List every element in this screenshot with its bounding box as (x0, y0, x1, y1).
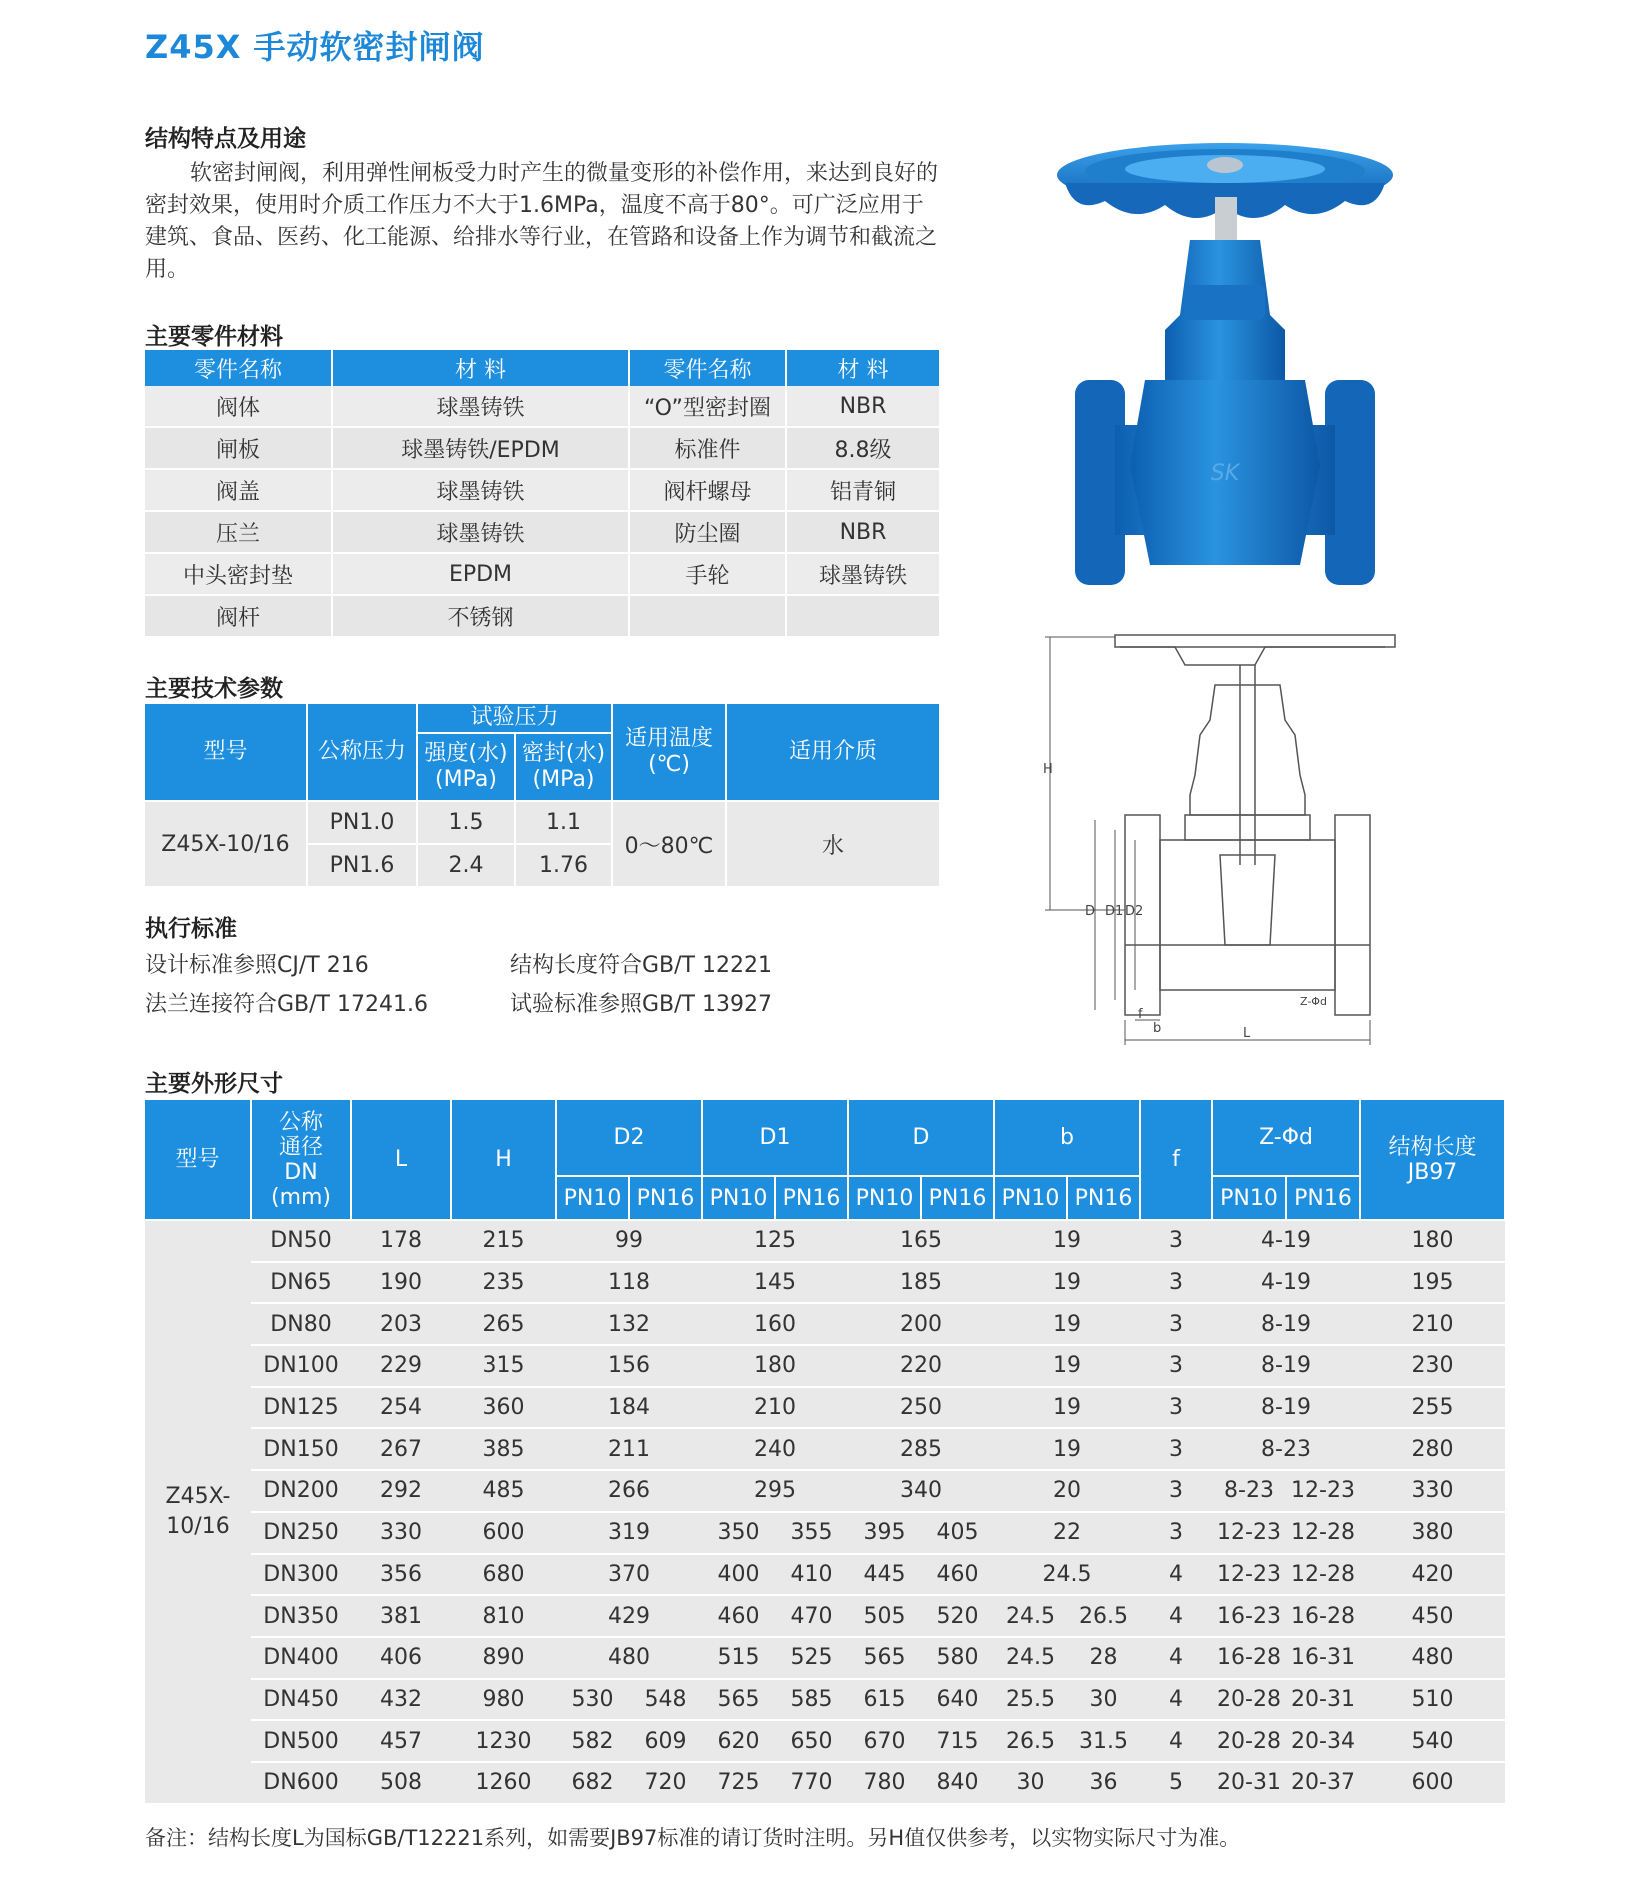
valve-logo-mark: SK (1210, 461, 1240, 486)
dims-cell: 178 (351, 1220, 451, 1262)
dims-cell: 470 (775, 1595, 848, 1637)
dims-cell: 36 (1067, 1762, 1140, 1804)
materials-cell (786, 595, 940, 637)
tech-header-seal-line2: (MPa) (532, 767, 595, 792)
dims-cell: DN150 (251, 1428, 351, 1470)
dims-cell: 380 (1360, 1512, 1505, 1554)
dims-model-line1: Z45X- (165, 1483, 231, 1509)
tech-heading: 主要技术参数 (145, 676, 283, 702)
dims-cell: DN500 (251, 1720, 351, 1762)
dims-cell: 370 (556, 1554, 702, 1596)
materials-cell: 标准件 (629, 427, 786, 469)
dims-row (145, 1679, 1505, 1721)
dims-cell: 350 (702, 1512, 775, 1554)
dims-cell: 356 (351, 1554, 451, 1596)
dims-cell: 19 (994, 1262, 1140, 1304)
materials-cell: EPDM (332, 553, 629, 595)
dims-cell: 180 (702, 1345, 848, 1387)
dims-cell: 432 (351, 1679, 451, 1721)
dims-cell: 16-31 (1286, 1637, 1360, 1679)
tech-header-temp-line1: 适用温度 (625, 726, 714, 751)
dims-header-D1: D1 (702, 1100, 848, 1176)
tech-header-seal-line1: 密封(水) (521, 741, 606, 766)
dims-cell: 360 (451, 1387, 556, 1429)
dims-cell: 715 (921, 1720, 994, 1762)
dims-header-b: b (994, 1100, 1140, 1176)
dims-header-pn10: PN10 (702, 1176, 775, 1220)
dims-cell: 267 (351, 1428, 451, 1470)
dims-cell: 254 (351, 1387, 451, 1429)
features-text: 软密封闸阀，利用弹性闸板受力时产生的微量变形的补偿作用，来达到良好的密封效果，使用时介质工作压力不大于1.6MPa，温度不高于80°。可广泛应用于建筑、食品、医药、化工能源、给排水等行业，在管路和设备上作为调节和截流之用。 (145, 161, 939, 282)
dims-cell: 195 (1360, 1262, 1505, 1304)
dims-header-pn10: PN10 (1212, 1176, 1286, 1220)
materials-cell: 手轮 (629, 553, 786, 595)
tech-seal: 1.76 (515, 844, 612, 887)
dims-cell: DN450 (251, 1679, 351, 1721)
dims-cell: 180 (1360, 1220, 1505, 1262)
dims-cell: 12-28 (1286, 1512, 1360, 1554)
tech-header-seal (515, 733, 612, 801)
dims-cell: 16-23 (1212, 1595, 1286, 1637)
dims-cell: 210 (1360, 1303, 1505, 1345)
dims-header-dn (251, 1100, 351, 1220)
dims-cell: 405 (921, 1512, 994, 1554)
dims-header-L: L (351, 1100, 451, 1220)
dims-cell: 25.5 (994, 1679, 1067, 1721)
dims-cell: 3 (1140, 1387, 1212, 1429)
dims-cell: DN125 (251, 1387, 351, 1429)
dims-cell: 255 (1360, 1387, 1505, 1429)
dims-row (145, 1345, 1505, 1387)
drawing-label-H: H (1043, 762, 1053, 777)
dims-cell: 132 (556, 1303, 702, 1345)
dims-cell: 4 (1140, 1554, 1212, 1596)
dims-cell: 30 (1067, 1679, 1140, 1721)
dims-cell: 235 (451, 1262, 556, 1304)
dims-cell: 16-28 (1212, 1637, 1286, 1679)
dims-cell: 548 (629, 1679, 702, 1721)
dims-cell: 30 (994, 1762, 1067, 1804)
materials-header-part: 零件名称 (145, 350, 332, 386)
dims-cell: 160 (702, 1303, 848, 1345)
dims-cell: 680 (451, 1554, 556, 1596)
dims-cell: 280 (1360, 1428, 1505, 1470)
dims-row (145, 1512, 1505, 1554)
dims-cell: 210 (702, 1387, 848, 1429)
materials-table (145, 350, 941, 638)
dims-cell: 1260 (451, 1762, 556, 1804)
materials-cell: NBR (786, 386, 940, 427)
tech-header-strength (417, 733, 515, 801)
dims-cell: 230 (1360, 1345, 1505, 1387)
drawing-label-D1: D1 (1105, 904, 1124, 919)
dims-header-jb97-line2: JB97 (1407, 1159, 1458, 1185)
dims-cell: 24.5 (994, 1637, 1067, 1679)
dims-cell: 3 (1140, 1303, 1212, 1345)
dims-cell: 20-28 (1212, 1679, 1286, 1721)
dims-header-H: H (451, 1100, 556, 1220)
tech-strength: 1.5 (417, 801, 515, 844)
tech-header-temp-line2: (℃) (648, 752, 690, 777)
dims-cell: 19 (994, 1428, 1140, 1470)
dims-cell: 292 (351, 1470, 451, 1512)
footnote: 备注：结构长度L为国标GB/T12221系列，如需要JB97标准的请订货时注明。另H值仅供参考，以实物实际尺寸为准。 (145, 1826, 1241, 1850)
materials-cell: 球墨铸铁 (332, 469, 629, 511)
materials-cell: “O”型密封圈 (629, 386, 786, 427)
dims-header-pn16: PN16 (921, 1176, 994, 1220)
dims-header-pn10: PN10 (848, 1176, 921, 1220)
drawing-label-b: b (1153, 1021, 1162, 1036)
dims-cell: 156 (556, 1345, 702, 1387)
materials-heading: 主要零件材料 (145, 324, 283, 350)
dims-cell: DN80 (251, 1303, 351, 1345)
dims-cell: 445 (848, 1554, 921, 1596)
dims-cell: 520 (921, 1595, 994, 1637)
dims-cell: 12-23 (1212, 1554, 1286, 1596)
dims-cell: 890 (451, 1637, 556, 1679)
dims-cell: 240 (702, 1428, 848, 1470)
dims-cell: 330 (351, 1512, 451, 1554)
dims-cell: 450 (1360, 1595, 1505, 1637)
dims-cell: 3 (1140, 1220, 1212, 1262)
dims-cell: 515 (702, 1637, 775, 1679)
standard-item: 设计标准参照CJ/T 216 (145, 953, 369, 978)
tech-model: Z45X-10/16 (145, 801, 307, 887)
dims-row (145, 1554, 1505, 1596)
dims-cell: 340 (848, 1470, 994, 1512)
dims-cell: 185 (848, 1262, 994, 1304)
tech-header-medium: 适用介质 (726, 704, 940, 801)
dims-cell: 12-23 (1212, 1512, 1286, 1554)
materials-cell: 闸板 (145, 427, 332, 469)
dims-cell: 8-19 (1212, 1387, 1360, 1429)
dims-cell: 26.5 (1067, 1595, 1140, 1637)
standard-item: 结构长度符合GB/T 12221 (510, 953, 772, 978)
dims-header-pn10: PN10 (556, 1176, 629, 1220)
dims-cell: 508 (351, 1762, 451, 1804)
dims-cell: 582 (556, 1720, 629, 1762)
dims-row (145, 1720, 1505, 1762)
dims-cell: 682 (556, 1762, 629, 1804)
dims-cell: 381 (351, 1595, 451, 1637)
tech-header-strength-line2: (MPa) (435, 767, 497, 792)
dims-cell: 20 (994, 1470, 1140, 1512)
dims-header-jb97-line1: 结构长度 (1388, 1134, 1477, 1160)
dims-cell: 540 (1360, 1720, 1505, 1762)
dims-cell: 24.5 (994, 1554, 1140, 1596)
materials-cell: 压兰 (145, 511, 332, 553)
materials-cell: 球墨铸铁/EPDM (332, 427, 629, 469)
dims-cell: DN65 (251, 1262, 351, 1304)
dims-cell: 118 (556, 1262, 702, 1304)
dims-header-dn-line2: 通径 (278, 1134, 323, 1160)
materials-cell: 防尘圈 (629, 511, 786, 553)
materials-header-material-2: 材 料 (786, 350, 940, 386)
dims-cell: DN50 (251, 1220, 351, 1262)
materials-cell: 阀盖 (145, 469, 332, 511)
dims-cell: 4-19 (1212, 1220, 1360, 1262)
dims-cell: DN250 (251, 1512, 351, 1554)
tech-row (145, 801, 940, 844)
dims-header-f: f (1140, 1100, 1212, 1220)
dims-row (145, 1470, 1505, 1512)
standard-item: 法兰连接符合GB/T 17241.6 (145, 992, 428, 1017)
materials-row (145, 511, 940, 553)
dims-cell: 4 (1140, 1720, 1212, 1762)
dims-header-dn-line4: (mm) (270, 1184, 332, 1210)
tech-header-model: 型号 (145, 704, 307, 801)
dims-cell: 19 (994, 1387, 1140, 1429)
materials-cell: 中头密封垫 (145, 553, 332, 595)
dims-cell: 980 (451, 1679, 556, 1721)
dims-cell: 770 (775, 1762, 848, 1804)
dims-cell: 4 (1140, 1637, 1212, 1679)
dims-cell: 319 (556, 1512, 702, 1554)
dims-cell: 3 (1140, 1470, 1212, 1512)
materials-cell: 阀杆 (145, 595, 332, 637)
dims-cell: 19 (994, 1345, 1140, 1387)
dims-cell: 480 (1360, 1637, 1505, 1679)
dims-row (145, 1762, 1505, 1804)
dims-cell: 4 (1140, 1595, 1212, 1637)
dims-cell: 99 (556, 1220, 702, 1262)
dims-cell: 250 (848, 1387, 994, 1429)
drawing-label-D2: D2 (1125, 904, 1144, 919)
dims-cell: 565 (848, 1637, 921, 1679)
drawing-label-D: D (1085, 904, 1096, 919)
dims-cell: 215 (451, 1220, 556, 1262)
tech-temp: 0～80℃ (612, 801, 726, 887)
dims-cell: 24.5 (994, 1595, 1067, 1637)
tech-table (145, 704, 941, 888)
dims-cell: 20-34 (1286, 1720, 1360, 1762)
materials-header-material: 材 料 (332, 350, 629, 386)
dims-cell: 565 (702, 1679, 775, 1721)
dims-cell: 315 (451, 1345, 556, 1387)
dims-cell: 3 (1140, 1428, 1212, 1470)
materials-header-part-2: 零件名称 (629, 350, 786, 386)
tech-header-test: 试验压力 (417, 704, 612, 733)
dims-cell: 203 (351, 1303, 451, 1345)
tech-seal: 1.1 (515, 801, 612, 844)
dims-cell: 125 (702, 1220, 848, 1262)
valve-product-image (1045, 135, 1395, 600)
dims-cell: DN400 (251, 1637, 351, 1679)
dims-row (145, 1637, 1505, 1679)
materials-row (145, 386, 940, 427)
dims-cell: 410 (775, 1554, 848, 1596)
dims-cell: 355 (775, 1512, 848, 1554)
materials-cell: 球墨铸铁 (332, 511, 629, 553)
dims-cell: 4-19 (1212, 1262, 1360, 1304)
dims-model (145, 1220, 251, 1804)
dims-cell: 8-23 (1212, 1428, 1360, 1470)
dims-cell: 525 (775, 1637, 848, 1679)
materials-cell: 阀杆螺母 (629, 469, 786, 511)
dims-cell: DN100 (251, 1345, 351, 1387)
dims-header-pn16: PN16 (629, 1176, 702, 1220)
dims-cell: 810 (451, 1595, 556, 1637)
dims-cell: 780 (848, 1762, 921, 1804)
dims-header-pn16: PN16 (1286, 1176, 1360, 1220)
valve-technical-drawing (1035, 625, 1405, 1055)
dims-table (145, 1100, 1506, 1805)
dims-cell: 460 (921, 1554, 994, 1596)
materials-row (145, 469, 940, 511)
dims-cell: 1230 (451, 1720, 556, 1762)
materials-row (145, 595, 940, 637)
dims-cell: 8-23 (1212, 1470, 1286, 1512)
materials-cell: 球墨铸铁 (332, 386, 629, 427)
tech-header-temp (612, 704, 726, 801)
dims-cell: 725 (702, 1762, 775, 1804)
dims-cell: 20-31 (1286, 1679, 1360, 1721)
dims-cell: 31.5 (1067, 1720, 1140, 1762)
dims-cell: 8-19 (1212, 1303, 1360, 1345)
dims-cell: 145 (702, 1262, 848, 1304)
dims-header-pn10: PN10 (994, 1176, 1067, 1220)
dims-cell: 485 (451, 1470, 556, 1512)
dims-cell: 19 (994, 1220, 1140, 1262)
dims-cell: 220 (848, 1345, 994, 1387)
materials-cell: NBR (786, 511, 940, 553)
dims-cell: DN350 (251, 1595, 351, 1637)
materials-cell: 铝青铜 (786, 469, 940, 511)
dims-header-jb97 (1360, 1100, 1505, 1220)
materials-row (145, 427, 940, 469)
dims-cell: 609 (629, 1720, 702, 1762)
dims-cell: 330 (1360, 1470, 1505, 1512)
dims-cell: 229 (351, 1345, 451, 1387)
dims-cell: 3 (1140, 1345, 1212, 1387)
dims-cell: DN200 (251, 1470, 351, 1512)
tech-medium: 水 (726, 801, 940, 887)
dims-header-zd: Z-Φd (1212, 1100, 1360, 1176)
materials-header-row (145, 350, 940, 386)
dims-cell: 28 (1067, 1637, 1140, 1679)
features-heading: 结构特点及用途 (145, 126, 306, 152)
drawing-label-f: f (1138, 1007, 1143, 1022)
dims-cell: 530 (556, 1679, 629, 1721)
dims-cell: 585 (775, 1679, 848, 1721)
dims-cell: 19 (994, 1303, 1140, 1345)
drawing-label-zd: Z-Φd (1300, 995, 1327, 1008)
dims-cell: 615 (848, 1679, 921, 1721)
dims-cell: 600 (451, 1512, 556, 1554)
dims-header-D: D (848, 1100, 994, 1176)
dims-cell: 20-28 (1212, 1720, 1286, 1762)
dims-cell: 640 (921, 1679, 994, 1721)
dims-cell: 840 (921, 1762, 994, 1804)
dims-cell: DN600 (251, 1762, 351, 1804)
dims-cell: 12-23 (1286, 1470, 1360, 1512)
dims-cell: 395 (848, 1512, 921, 1554)
dims-row (145, 1220, 1505, 1262)
dims-cell: DN300 (251, 1554, 351, 1596)
dims-cell: 420 (1360, 1554, 1505, 1596)
tech-header-strength-line1: 强度(水) (424, 741, 508, 766)
dims-cell: 20-37 (1286, 1762, 1360, 1804)
standards-heading: 执行标准 (145, 916, 237, 942)
dims-header-pn16: PN16 (1067, 1176, 1140, 1220)
features-paragraph (145, 158, 945, 286)
dims-header-D2: D2 (556, 1100, 702, 1176)
dims-header-pn16: PN16 (775, 1176, 848, 1220)
dims-cell: 460 (702, 1595, 775, 1637)
dims-cell: 211 (556, 1428, 702, 1470)
dims-model-line2: 10/16 (166, 1513, 230, 1539)
materials-row (145, 553, 940, 595)
dims-cell: 385 (451, 1428, 556, 1470)
dims-row (145, 1595, 1505, 1637)
dims-cell: 3 (1140, 1262, 1212, 1304)
dims-cell: 285 (848, 1428, 994, 1470)
dims-cell: 295 (702, 1470, 848, 1512)
dims-header-dn-line3: DN (284, 1159, 318, 1185)
tech-strength: 2.4 (417, 844, 515, 887)
dims-cell: 620 (702, 1720, 775, 1762)
dims-cell: 650 (775, 1720, 848, 1762)
dims-cell: 12-28 (1286, 1554, 1360, 1596)
dims-cell: 200 (848, 1303, 994, 1345)
dims-row (145, 1303, 1505, 1345)
dims-cell: 265 (451, 1303, 556, 1345)
dims-header-dn-line1: 公称 (278, 1109, 323, 1135)
dims-cell: 720 (629, 1762, 702, 1804)
dims-cell: 400 (702, 1554, 775, 1596)
page-title: Z45X 手动软密封闸阀 (145, 28, 485, 66)
dims-cell: 184 (556, 1387, 702, 1429)
dims-cell: 480 (556, 1637, 702, 1679)
materials-cell: 不锈钢 (332, 595, 629, 637)
tech-pressure: PN1.0 (307, 801, 417, 844)
materials-cell: 球墨铸铁 (786, 553, 940, 595)
dims-cell: 8-19 (1212, 1345, 1360, 1387)
materials-cell (629, 595, 786, 637)
tech-header-pressure: 公称压力 (307, 704, 417, 801)
drawing-label-L: L (1243, 1026, 1251, 1041)
dims-cell: 190 (351, 1262, 451, 1304)
tech-pressure: PN1.6 (307, 844, 417, 887)
dims-cell: 457 (351, 1720, 451, 1762)
dims-cell: 22 (994, 1512, 1140, 1554)
dims-heading: 主要外形尺寸 (145, 1071, 283, 1097)
dims-row (145, 1262, 1505, 1304)
dims-cell: 505 (848, 1595, 921, 1637)
materials-cell: 8.8级 (786, 427, 940, 469)
dims-cell: 429 (556, 1595, 702, 1637)
dims-cell: 20-31 (1212, 1762, 1286, 1804)
dims-cell: 16-28 (1286, 1595, 1360, 1637)
dims-cell: 406 (351, 1637, 451, 1679)
dims-cell: 580 (921, 1637, 994, 1679)
dims-cell: 26.5 (994, 1720, 1067, 1762)
dims-cell: 510 (1360, 1679, 1505, 1721)
standard-item: 试验标准参照GB/T 13927 (510, 992, 772, 1017)
dims-header-model: 型号 (145, 1100, 251, 1220)
materials-cell: 阀体 (145, 386, 332, 427)
dims-row (145, 1428, 1505, 1470)
dims-row (145, 1387, 1505, 1429)
dims-cell: 600 (1360, 1762, 1505, 1804)
dims-cell: 165 (848, 1220, 994, 1262)
dims-cell: 3 (1140, 1512, 1212, 1554)
dims-cell: 266 (556, 1470, 702, 1512)
dims-cell: 670 (848, 1720, 921, 1762)
dims-cell: 5 (1140, 1762, 1212, 1804)
dims-cell: 4 (1140, 1679, 1212, 1721)
